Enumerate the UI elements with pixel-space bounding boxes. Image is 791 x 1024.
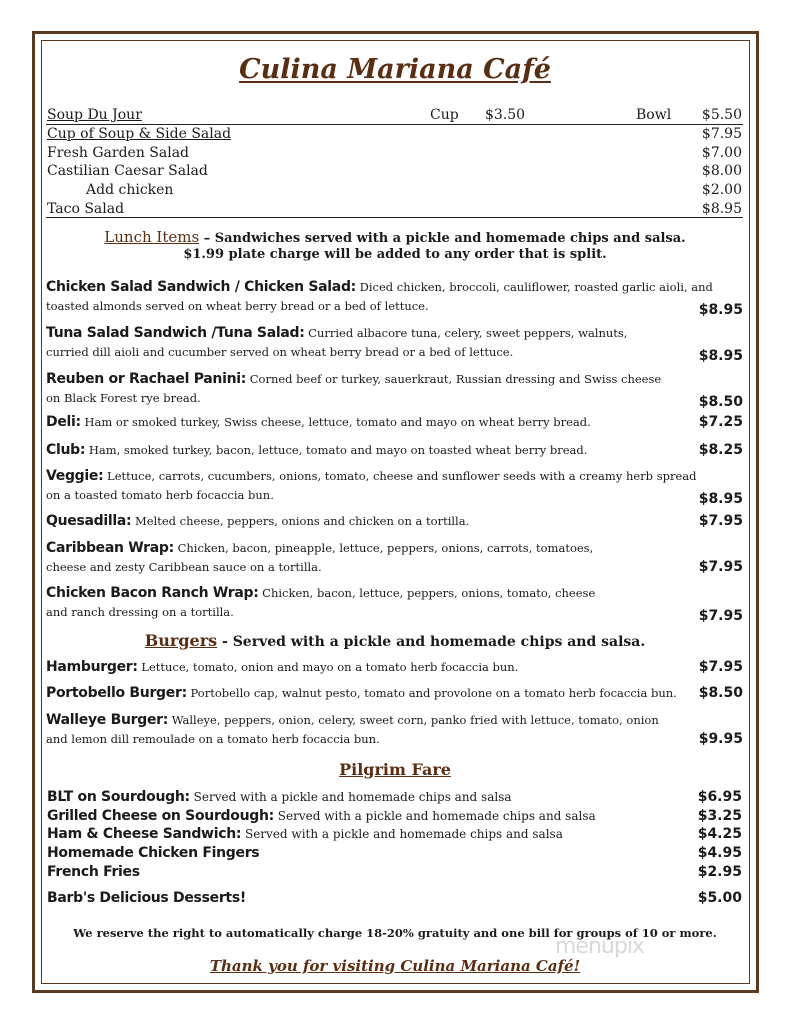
item-price: $8.50 [698,685,743,701]
menu-row [46,864,744,883]
menu-item [46,684,744,703]
burgers-title: Burgers [144,631,218,650]
item-desc: Lettuce, tomato, onion and mayo on a tomato herb focaccia bun. [137,660,519,674]
item-desc: toasted almonds served on wheat berry bread or a bed of lettuce. [46,299,429,313]
item-desc: Lettuce, carrots, cucumbers, onions, tomato, cheese and sunflower seeds with a creamy herb spread [103,469,697,483]
item-price: $3.25 [697,808,742,824]
menu-item [46,711,744,749]
item-name: Chicken Bacon Ranch Wrap: [46,585,259,601]
item-name: Tuna Salad Sandwich /Tuna Salad: [46,325,305,341]
item-name: BLT on Sourdough: [47,789,190,805]
item-price: $7.25 [698,414,743,430]
item-desc: Served with a pickle and homemade chips and salsa [273,809,596,823]
item-price: $9.95 [698,731,743,747]
menu-row [46,163,744,182]
item-name: Fresh Garden Salad [47,145,190,161]
cup-label: Cup [430,107,459,123]
item-desc: Ham, smoked turkey, bacon, lettuce, tomato and mayo on toasted wheat berry bread. [85,443,588,457]
item-name: Walleye Burger: [46,712,169,728]
item-price: $8.50 [698,394,743,410]
menu-item [46,467,744,505]
thank-you: Thank you for visiting Culina Mariana Café! [209,957,581,975]
item-desc: Diced chicken, broccoli, cauliflower, roasted garlic aioli, and [355,280,713,294]
item-price: $4.25 [697,826,742,842]
menu-row [46,145,744,164]
item-desc: on Black Forest rye bread. [46,391,201,405]
menu-item [46,539,744,577]
item-name: Soup Du Jour [47,107,142,123]
item-name: Hamburger: [46,659,138,675]
item-price: $2.95 [697,864,742,880]
item-price: $8.00 [701,163,742,179]
lunch-desc: – Sandwiches served with a pickle and homemade chips and salsa. [199,231,686,246]
item-name: Caribbean Wrap: [46,540,174,556]
item-desc: Walleye, peppers, onion, celery, sweet corn, panko fried with lettuce, tomato, onion [168,713,659,727]
burgers-heading [46,631,744,650]
item-name: Taco Salad [47,201,125,217]
item-name: Club: [46,442,86,458]
cup-price: $3.50 [485,107,526,123]
item-price: $4.95 [697,845,742,861]
item-desc: Corned beef or turkey, sauerkraut, Russian dressing and Swiss cheese [246,372,662,386]
item-name: Homemade Chicken Fingers [47,845,260,861]
item-price: $8.95 [698,348,743,364]
item-desc: and ranch dressing on a tortilla. [46,605,234,619]
item-desc: Chicken, bacon, lettuce, peppers, onions, tomato, cheese [258,586,596,600]
item-name: Castilian Caesar Salad [47,163,208,179]
menu-title: Culina Mariana Café [239,54,551,85]
menu-row [46,826,744,845]
item-price: $7.95 [698,559,743,575]
item-name: Cup of Soup & Side Salad [47,126,232,142]
item-price: $6.95 [697,789,742,805]
item-name: Reuben or Rachael Panini: [46,371,247,387]
item-name: Portobello Burger: [46,685,187,701]
item-price: $8.95 [698,491,743,507]
item-price: $8.95 [701,201,742,217]
split-note: $1.99 plate charge will be added to any order that is split. [183,247,607,262]
item-desc: Served with a pickle and homemade chips and salsa [189,790,512,804]
bowl-label: Bowl [636,107,672,123]
item-desc: Curried albacore tuna, celery, sweet peppers, walnuts, [304,326,628,340]
item-price: $7.95 [698,608,743,624]
gratuity-note: We reserve the right to automatically charge 18-20% gratuity and one bill for groups of 10 or more. [73,926,717,940]
item-price: $5.50 [701,107,742,123]
item-name: French Fries [47,864,140,880]
item-price: $5.00 [697,890,742,906]
menu-item [46,413,744,432]
item-price: $2.00 [701,182,742,198]
item-desc: Portobello cap, walnut pesto, tomato and provolone on a tomato herb focaccia bun. [186,686,677,700]
item-name: Ham & Cheese Sandwich: [47,826,242,842]
item-name: Deli: [46,414,81,430]
menu-item [46,370,744,408]
burgers-desc: - Served with a pickle and homemade chips and salsa. [217,634,646,650]
item-price: $7.95 [698,513,743,529]
menu-item [46,324,744,362]
item-desc: and lemon dill remoulade on a tomato herb focaccia bun. [46,732,380,746]
item-price: $7.00 [701,145,742,161]
pilgrim-heading [46,760,744,779]
menu-row [46,126,744,145]
menu-row [46,808,744,827]
menu-item [46,584,744,622]
item-price: $7.95 [698,659,743,675]
item-desc: Served with a pickle and homemade chips and salsa [241,827,563,841]
item-name: Veggie: [46,468,104,484]
item-desc: Chicken, bacon, pineapple, lettuce, peppers, onions, carrots, tomatoes, [173,541,594,555]
divider [46,217,743,218]
item-price: $7.95 [701,126,742,142]
item-price: $8.25 [698,442,743,458]
item-desc: Ham or smoked turkey, Swiss cheese, lettuce, tomato and mayo on wheat berry bread. [80,415,591,429]
item-name: Chicken Salad Sandwich / Chicken Salad: [46,279,356,295]
item-desc: cheese and zesty Caribbean sauce on a tortilla. [46,560,322,574]
divider [46,124,743,125]
item-desc: Melted cheese, peppers, onions and chicken on a tortilla. [131,514,470,528]
menu-row [46,182,744,201]
lunch-heading [46,228,744,246]
lunch-title: Lunch Items [104,228,200,246]
menu-item [46,512,744,531]
watermark: menupix [555,934,644,959]
item-price: $8.95 [698,302,743,318]
item-name: Grilled Cheese on Sourdough: [47,808,274,824]
item-desc: curried dill aioli and cucumber served on wheat berry bread or a bed of lettuce. [46,345,514,359]
menu-row [46,845,744,864]
item-desc: on a toasted tomato herb focaccia bun. [46,488,274,502]
item-name: Add chicken [86,182,174,198]
menu-row [46,789,744,808]
menu-item [46,441,744,460]
menu-item [46,658,744,677]
menu-row [46,890,744,909]
item-name: Quesadilla: [46,513,132,529]
menu-item [46,278,744,316]
pilgrim-title: Pilgrim Fare [339,760,451,779]
item-name: Barb's Delicious Desserts! [47,890,246,906]
